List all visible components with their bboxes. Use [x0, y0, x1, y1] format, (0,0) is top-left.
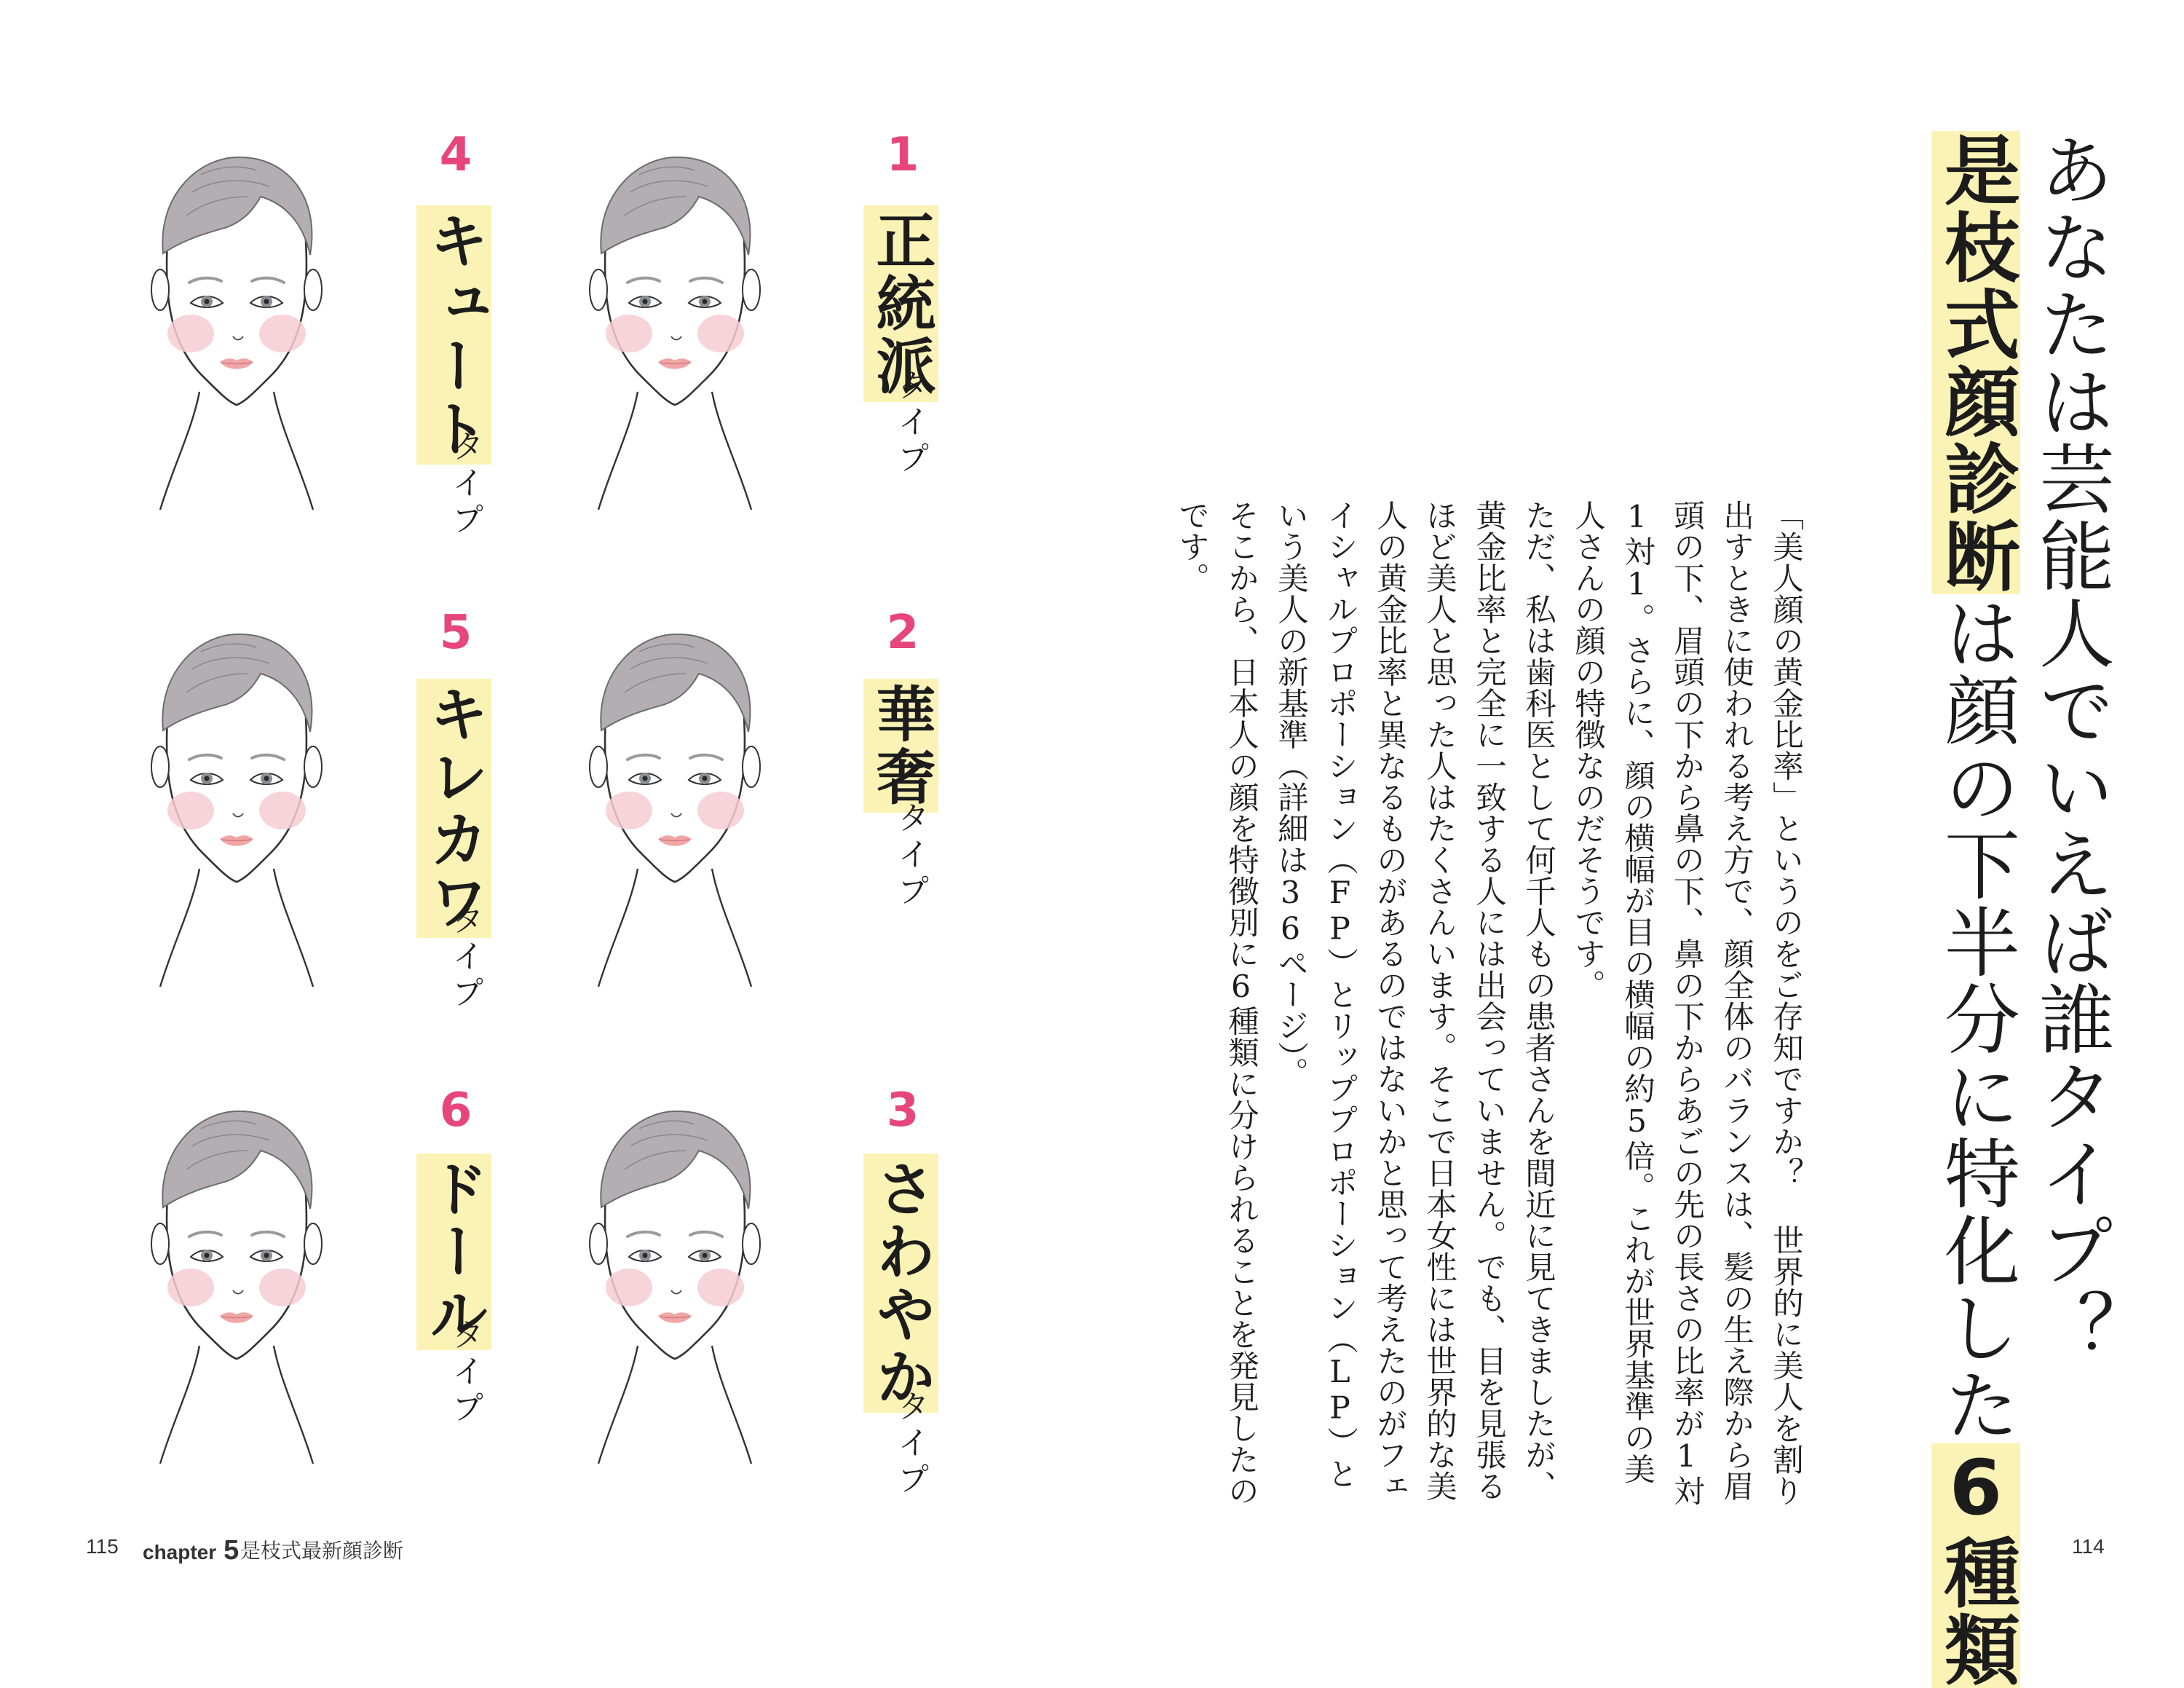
title-highlight-six-types: 6種類 — [1931, 1443, 2020, 1688]
type-name: 正統派 — [871, 205, 930, 402]
title-highlight-diagnosis: 是枝式顔診断 — [1931, 131, 2020, 594]
face-illustration-icon — [569, 623, 780, 987]
type-suffix: タイプ — [446, 1318, 483, 1427]
face-illustration-icon — [131, 1100, 342, 1464]
type-name: さわやか — [871, 1153, 930, 1413]
face-illustration-icon — [131, 623, 342, 987]
type-suffix: タイプ — [892, 801, 929, 910]
chapter-title: 是枝式最新顔診断 — [240, 1539, 404, 1562]
type-number: 3 — [886, 1084, 919, 1137]
face-illustration-icon — [569, 1100, 780, 1464]
body-paragraph-1: 「美人顔の黄金比率」というのをご存知ですか？ 世界的に美人を割り出すときに使われる考え方で、顔全体のバランスは、髪の生え際から眉頭の下、眉頭の下から鼻の下、鼻の下からあごの先の長さの比率が1対1対1。さらに、顔の横幅が目の横幅の約5倍。これが世界基準の美人さんの顔の特徴なのだそうです。 — [1570, 500, 1803, 1507]
type-number: 2 — [886, 606, 919, 660]
type-name: 華奢 — [871, 679, 930, 813]
page-number-right: 114 — [2072, 1535, 2105, 1558]
face-illustration-icon — [569, 146, 780, 510]
body-paragraph-3: そこから、日本人の顔を特徴別に6種類に分けられることを発見したのです。 — [1174, 500, 1259, 1507]
page-subtitle — [1929, 131, 2022, 1688]
chapter-label: chapter 5 — [143, 1535, 240, 1566]
chapter-number: 5 — [223, 1535, 240, 1566]
type-name: キレカワ — [424, 679, 483, 938]
body-paragraph-2: ただ、私は歯科医として何千人もの患者さんを間近に見てきましたが、黄金比率と完全に一致する人には出会っていません。でも、目を見張るほど美人と思った人はたくさんいます。そこで日本女性には世界的な美人の黄金比率と異なるものがあるのではないかと思って考えたのがフェイシャルプロポーション（FP）とリッププロポーション（LP）という美人の新基準（詳細は36ページ）。 — [1273, 500, 1556, 1502]
title-middle: は顔の下半分に特化した — [1931, 594, 2020, 1443]
type-name: ドール — [424, 1153, 483, 1350]
type-suffix: タイプ — [446, 903, 483, 1012]
page-number-left: 115 — [86, 1535, 119, 1558]
type-number: 6 — [439, 1084, 472, 1137]
type-suffix: タイプ — [892, 1389, 929, 1499]
type-number: 4 — [439, 128, 472, 182]
type-suffix: タイプ — [892, 368, 929, 478]
face-illustration-icon — [131, 146, 342, 510]
body-text — [1166, 500, 1810, 1512]
page-title: あなたは芸能人でいえば誰タイプ？ — [2025, 131, 2115, 1366]
type-name: キュート — [424, 205, 483, 465]
type-number: 1 — [886, 128, 919, 182]
type-suffix: タイプ — [446, 430, 483, 539]
type-number: 5 — [439, 606, 472, 660]
